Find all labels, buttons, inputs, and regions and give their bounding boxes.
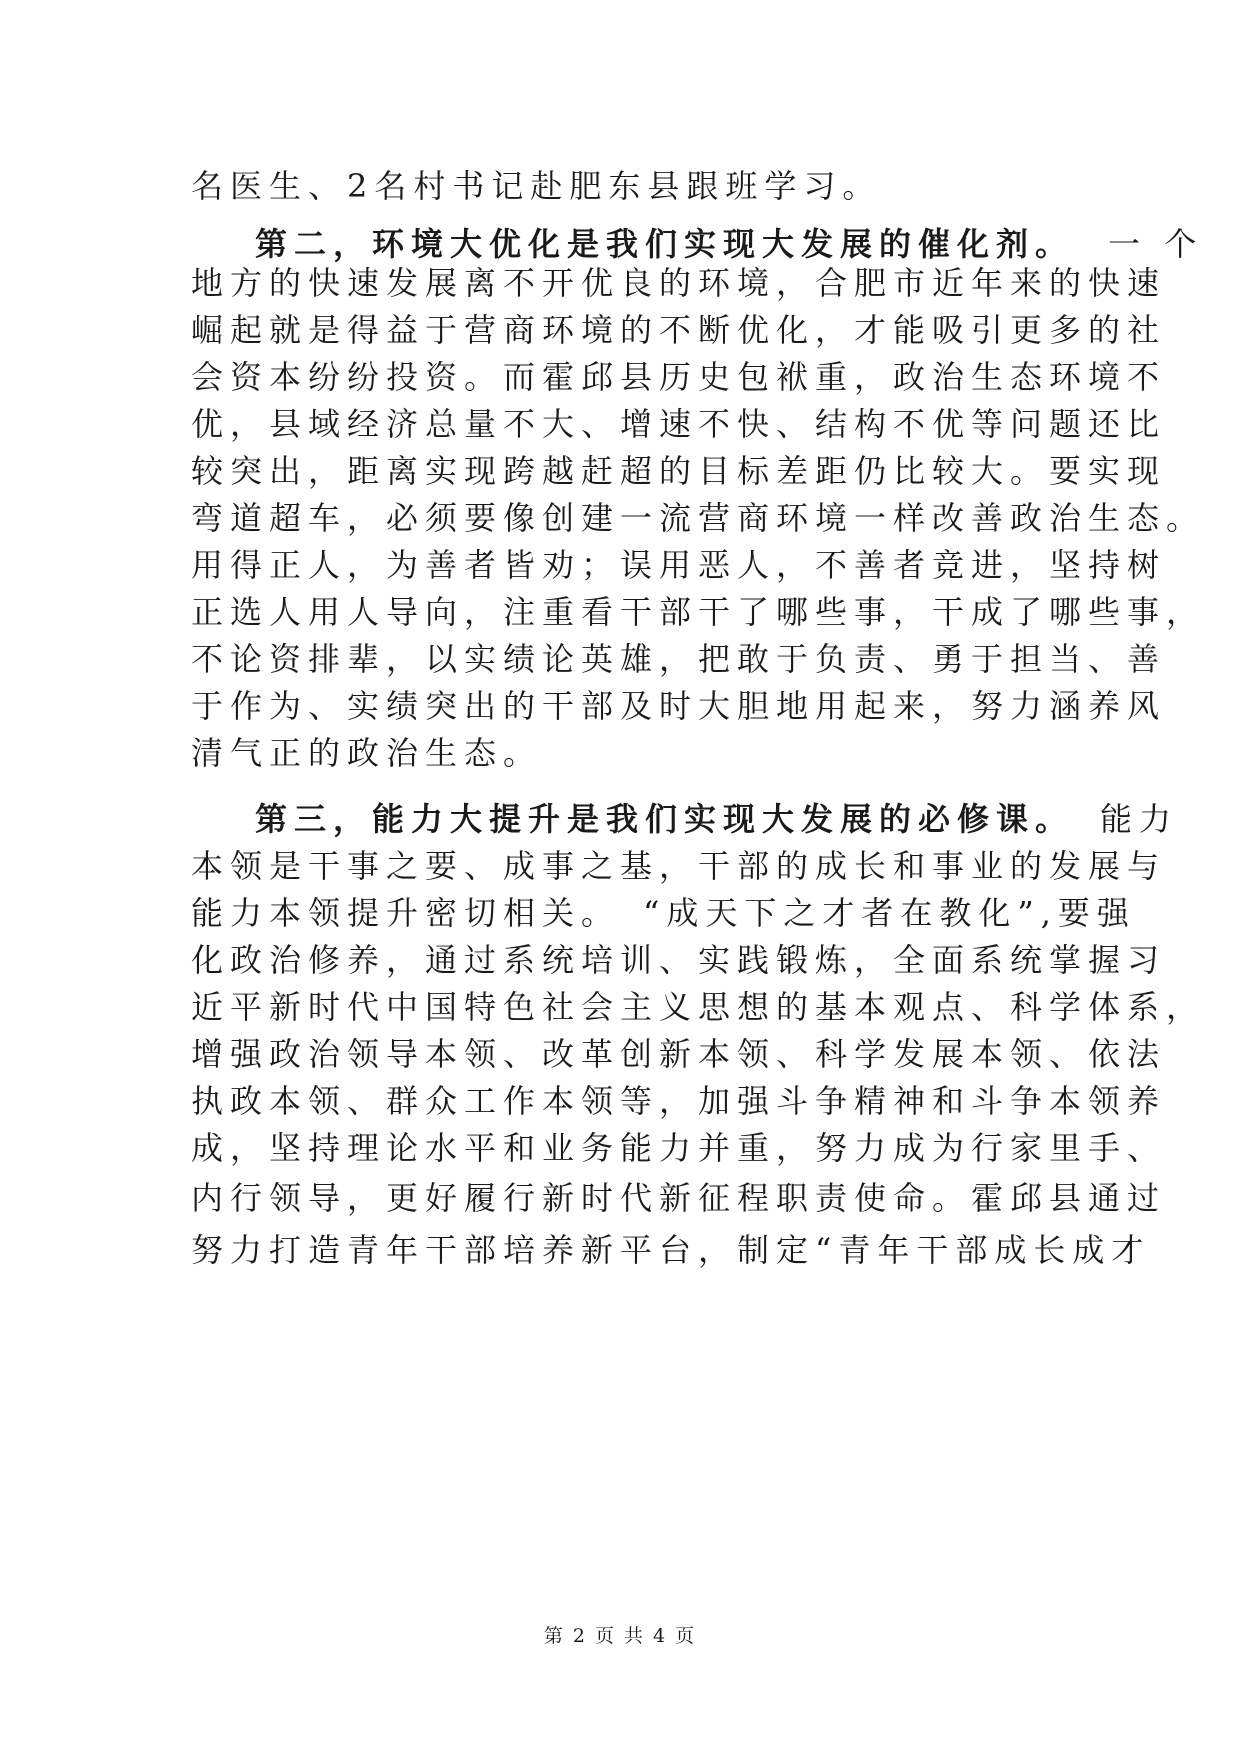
text-line: 本领是干事之要、成事之基，干部的成长和事业的发展与	[191, 847, 1167, 885]
text-line: 名医生、2名村书记赴肥东县跟班学习。	[191, 167, 882, 205]
text-line: 正选人用人导向，注重看干部干了哪些事，干成了哪些事，	[191, 593, 1206, 631]
text-line: 用得正人，为善者皆劝；误用恶人，不善者竞进，坚持树	[191, 546, 1167, 584]
paragraph-3-first-line	[255, 799, 1179, 839]
page-number-footer: 第 2 页 共 4 页	[543, 1625, 697, 1647]
paragraph-2-heading: 第二，环境大优化是我们实现大发展的催化剂。	[255, 225, 1059, 263]
text-line: 较突出，距离实现跨越赶超的目标差距仍比较大。要实现	[191, 452, 1167, 490]
text-line: 不论资排辈，以实绩论英雄，把敢于负责、勇于担当、善	[191, 640, 1167, 678]
text-line: 化政治修养，通过系统培训、实践锻炼，全面系统掌握习	[191, 941, 1167, 979]
text-line: 地方的快速发展离不开优良的环境，合肥市近年来的快速	[191, 264, 1167, 302]
text-line: 执政本领、群众工作本领等，加强斗争精神和斗争本领养	[191, 1082, 1167, 1120]
text-line: 能力本领提升密切相关。 “成天下之才者在教化”,要强	[191, 894, 1136, 932]
text-line: 成，坚持理论水平和业务能力并重，努力成为行家里手、	[191, 1129, 1167, 1167]
text-line: 近平新时代中国特色社会主义思想的基本观点、科学体系，	[191, 988, 1206, 1026]
text-line: 增强政治领导本领、改革创新本领、科学发展本领、依法	[191, 1035, 1167, 1073]
text-line: 努力打造青年干部培养新平台，制定“青年干部成长成才	[191, 1231, 1151, 1269]
text-line: 会资本纷纷投资。而霍邱县历史包袱重，政治生态环境不	[191, 358, 1167, 396]
text-line: 崛起就是得益于营商环境的不断优化，才能吸引更多的社	[191, 311, 1167, 349]
text-line: 清气正的政治生态。	[191, 734, 543, 772]
paragraph-3-heading: 第三，能力大提升是我们实现大发展的必修课。	[255, 800, 1059, 838]
paragraph-2-lead: 一 个	[1108, 225, 1204, 263]
text-line: 优，县域经济总量不大、增速不快、结构不优等问题还比	[191, 405, 1167, 443]
paragraph-2-first-line	[255, 224, 1204, 264]
text-line: 于作为、实绩突出的干部及时大胆地用起来，努力涵养风	[191, 687, 1167, 725]
text-line: 内行领导，更好履行新时代新征程职责使命。霍邱县通过	[191, 1179, 1167, 1217]
text-line: 弯道超车，必须要像创建一流营商环境一样改善政治生态。	[191, 499, 1206, 537]
paragraph-3-lead: 能力	[1100, 800, 1179, 838]
